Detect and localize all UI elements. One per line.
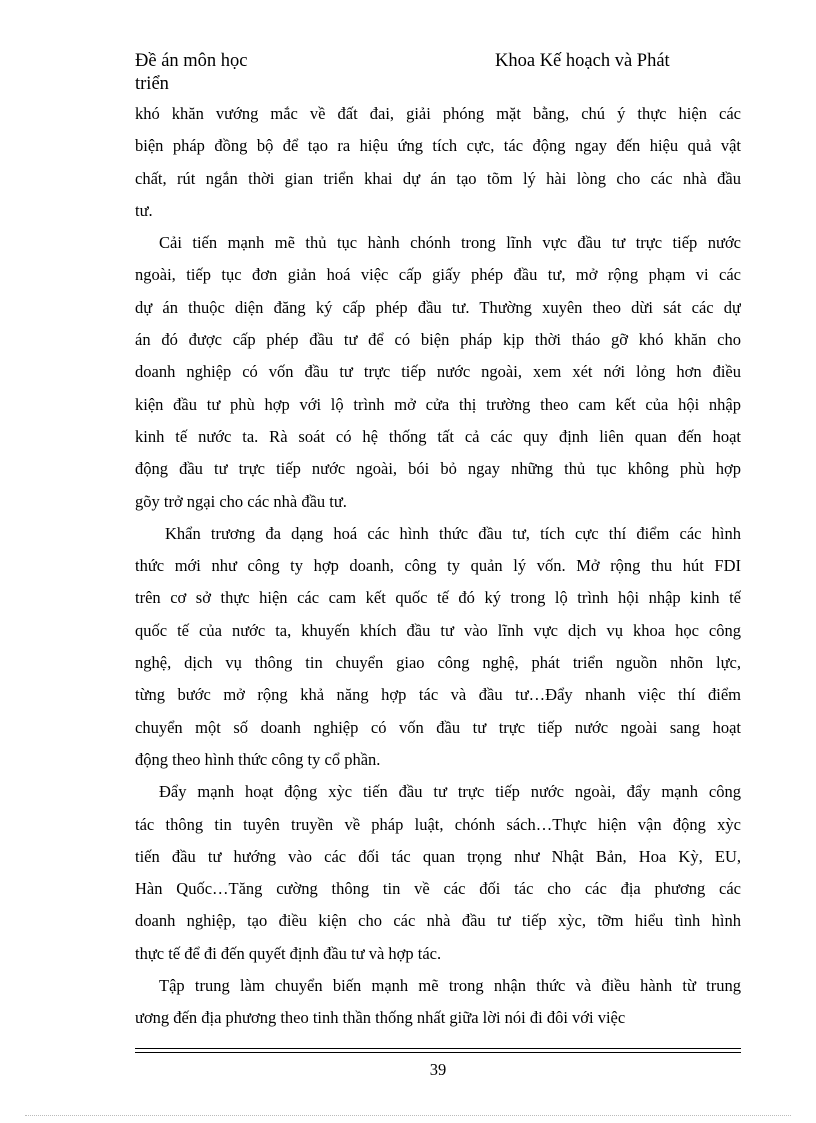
text-line: động đầu tư trực tiếp nước ngoài, bói bỏ ngay những thủ tục không phù hợp bbox=[135, 459, 741, 479]
text-line: Hàn Quốc…Tăng cường thông tin về các đối tác cho các địa phương các bbox=[135, 879, 741, 899]
text-line: khó khăn vướng mắc về đất đai, giải phóng mặt bằng, chú ý thực hiện các bbox=[135, 104, 741, 123]
text-line: chất, rút ngắn thời gian triển khai dự án tạo tõm lý hài lòng cho các nhà đầu bbox=[135, 168, 741, 188]
header-left-line1: Đề án môn học bbox=[135, 51, 248, 71]
text-line: thức mới như công ty hợp doanh, công ty quản lý vốn. Mở rộng thu hút FDI bbox=[135, 556, 741, 576]
text-line: động theo hình thức công ty cổ phần. bbox=[135, 749, 381, 769]
text-line: quốc tế của nước ta, khuyến khích đầu tư vào lĩnh vực dịch vụ khoa học công bbox=[135, 620, 741, 640]
text-line: Đẩy mạnh hoạt động xỳc tiến đầu tư trực tiếp nước ngoài, đẩy mạnh công bbox=[159, 782, 741, 802]
header-faculty: Khoa Kế hoạch và Phát bbox=[495, 51, 670, 71]
text-line: tiến đầu tư hướng vào các đối tác quan trọng như Nhật Bản, Hoa Kỳ, EU, bbox=[135, 846, 741, 866]
footer-rule-bottom bbox=[135, 1052, 741, 1053]
page-header bbox=[135, 50, 705, 96]
text-line: nghệ, dịch vụ thông tin chuyển giao công nghệ, phát triển nguồn nhõn lực, bbox=[135, 653, 741, 673]
text-line: từng bước mở rộng khả năng hợp tác và đầu tư…Đẩy nhanh việc thí điểm bbox=[135, 685, 741, 705]
text-line: doanh nghiệp, tạo điều kiện cho các nhà đầu tư tiếp xỳc, tỡm hiểu tình hình bbox=[135, 911, 741, 931]
header-course-title bbox=[135, 50, 335, 96]
text-line: biện pháp đồng bộ để tạo ra hiệu ứng tích cực, tác động ngay đến hiệu quả vật bbox=[135, 136, 741, 156]
text-line: dự án thuộc diện đăng ký cấp phép đầu tư. Thường xuyên theo dừi sát các dự bbox=[135, 297, 741, 317]
text-line: tư. bbox=[135, 200, 153, 220]
text-line: gõy trở ngại cho các nhà đầu tư. bbox=[135, 491, 347, 511]
text-line: thực tế để đi đến quyết định đầu tư và hợp tác. bbox=[135, 943, 442, 963]
text-line: ương đến địa phương theo tinh thần thống nhất giữa lời nói đi đôi với việc bbox=[135, 1008, 626, 1028]
document-body bbox=[135, 98, 741, 1035]
text-line: Khẩn trương đa dạng hoá các hình thức đầu tư, tích cực thí điểm các hình bbox=[165, 523, 741, 543]
text-line: doanh nghiệp có vốn đầu tư trực tiếp nước ngoài, xem xét nới lỏng hơn điều bbox=[135, 362, 741, 382]
header-left-line2: triển bbox=[135, 74, 169, 94]
text-line: trên cơ sở thực hiện các cam kết quốc tế đó ký trong lộ trình hội nhập kinh tế bbox=[135, 588, 741, 608]
text-line: ngoài, tiếp tục đơn giản hoá việc cấp giấy phép đầu tư, mở rộng phạm vi các bbox=[135, 265, 741, 285]
page-boundary bbox=[25, 1115, 791, 1116]
text-line: án đó được cấp phép đầu tư để có biện pháp kịp thời tháo gỡ khó khăn cho bbox=[135, 330, 741, 350]
text-line: tác thông tin tuyên truyền về pháp luật, chónh sách…Thực hiện vận động xỳc bbox=[135, 814, 741, 834]
text-line: kiện đầu tư phù hợp với lộ trình mở cửa thị trường theo cam kết của hội nhập bbox=[135, 394, 741, 414]
text-line: Tập trung làm chuyển biến mạnh mẽ trong nhận thức và điều hành từ trung bbox=[159, 976, 741, 996]
text-line: kinh tế nước ta. Rà soát có hệ thống tất cả các quy định liên quan đến hoạt bbox=[135, 426, 741, 446]
page-number: 39 bbox=[429, 1060, 447, 1079]
footer-rule-top bbox=[135, 1048, 741, 1049]
text-line: chuyển một số doanh nghiệp có vốn đầu tư trực tiếp nước ngoài sang hoạt bbox=[135, 717, 741, 737]
text-line: Cải tiến mạnh mẽ thủ tục hành chónh trong lĩnh vực đầu tư trực tiếp nước bbox=[159, 233, 741, 253]
